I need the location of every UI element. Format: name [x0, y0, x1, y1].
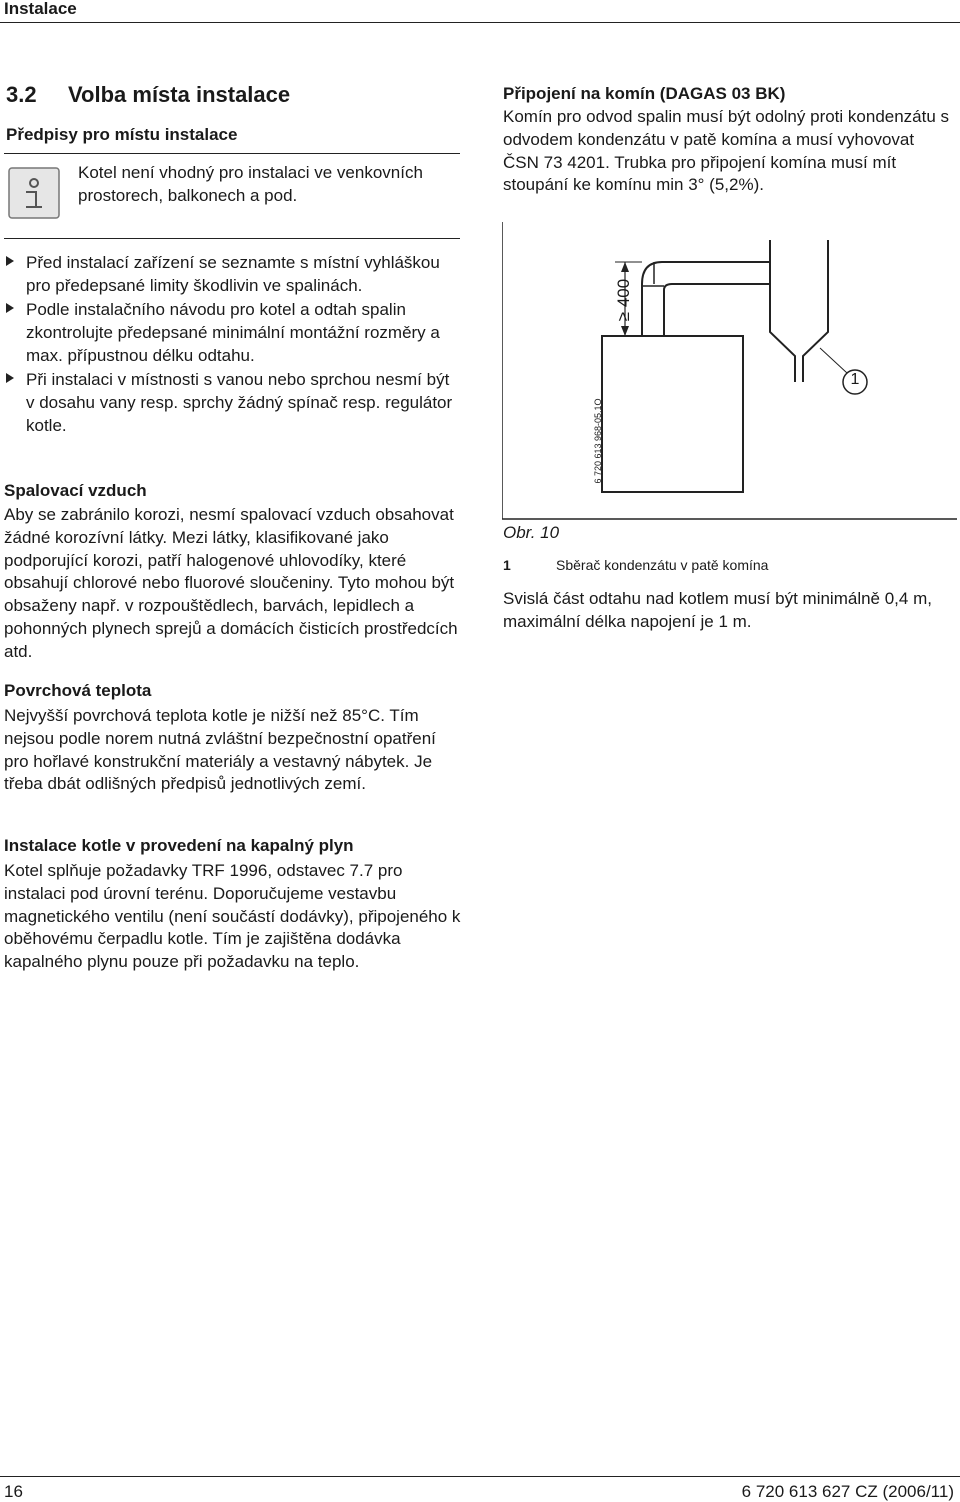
figure-chimney-connection — [502, 222, 958, 520]
bullet-item — [4, 368, 462, 437]
section-title: Volba místa instalace — [68, 82, 291, 107]
document-number: 6 720 613 627 CZ (2006/11) — [741, 1482, 954, 1501]
note-rule-bottom — [4, 238, 460, 239]
bullet-item — [4, 251, 462, 297]
surface-temp-text: Nejvyšší povrchová teplota kotle je nižší než 85°C. Tím nejsou podle norem nutná zvláštní bezpečnostní opatření pro hořlavé konstrukční materiály a vestavný nábytek. Je třeba dbát odlišných předpisů jednotlivých zemí. — [4, 706, 436, 794]
combustion-air-heading: Spalovací vzduch — [4, 481, 147, 500]
bullet-text: Před instalací zařízení se seznamte s místní vyhláškou pro předepsané limity škodlivin ve spalinách. — [26, 253, 440, 295]
lpg-heading: Instalace kotle v provedení na kapalný plyn — [4, 836, 354, 855]
figure-caption: Obr. 10 — [503, 523, 560, 542]
bullet-arrow-icon — [6, 373, 14, 383]
footer-rule — [0, 1476, 960, 1477]
bullet-item — [4, 298, 462, 367]
lpg-text: Kotel splňuje požadavky TRF 1996, odstavec 7.7 pro instalaci pod úrovní terénu. Doporučujeme vestavbu magnetického ventilu (není součástí dodávky), připojeného k oběhovému čerpadlu kotle. Tím je zajištěna dodávka kapalného plynu pouze při požadavku na teplo. — [4, 861, 461, 972]
legend-number: 1 — [503, 557, 511, 573]
dimension-label: ≥ 400 — [614, 278, 633, 322]
legend-text: Sběrač kondenzátu v patě komína — [556, 557, 769, 573]
bullet-text: Podle instalačního návodu pro kotel a odtah spalin zkontrolujte předepsané minimální montážní rozměry a max. přípustnou délku odtahu. — [26, 300, 440, 365]
header-rule — [0, 22, 960, 23]
figure-code: 6 720 613 968-05.1O — [593, 398, 603, 484]
vertical-part-note: Svislá část odtahu nad kotlem musí být minimálně 0,4 m, maximální délka napojení je 1 m. — [503, 589, 932, 631]
bullet-arrow-icon — [6, 256, 14, 266]
bullet-arrow-icon — [6, 303, 14, 313]
bullet-text: Při instalaci v místnosti s vanou nebo sprchou nesmí být v dosahu vany resp. sprchy žádný spínač resp. regulátor kotle. — [26, 370, 453, 435]
header-title: Instalace — [4, 0, 77, 18]
surface-temp-heading: Povrchová teplota — [4, 681, 152, 700]
rules-heading: Předpisy pro místu instalace — [6, 125, 238, 144]
note-text: Kotel není vhodný pro instalaci ve venkovních prostorech, balkonech a pod. — [78, 163, 423, 205]
chimney-heading: Připojení na komín (DAGAS 03 BK) — [503, 84, 786, 103]
section-number: 3.2 — [6, 82, 37, 107]
page-number: 16 — [4, 1482, 23, 1501]
note-rule-top — [4, 153, 460, 154]
combustion-air-text: Aby se zabránilo korozi, nesmí spalovací vzduch obsahovat žádné korozívní látky. Mezi látky, klasifikované jako podporující korozi, patří halogenové uhlovodíky, které obsahují chlorové nebo fluorové sloučeniny. Tyto mohou být obsaženy např. v rozpouštědlech, barvách, lepidlech a pohonných plynech sprejů a domácích čisticích prostředcích atd. — [4, 505, 458, 661]
chimney-text: Komín pro odvod spalin musí být odolný proti kondenzátu s odvodem kondenzátu v patě komína a musí vyhovovat ČSN 73 4201. Trubka pro připojení komína musí mít stoupání ke komínu min 3° (5,2%). — [503, 107, 950, 195]
callout-number: 1 — [850, 371, 860, 388]
info-icon — [8, 167, 60, 219]
rules-bullet-list — [4, 251, 462, 438]
